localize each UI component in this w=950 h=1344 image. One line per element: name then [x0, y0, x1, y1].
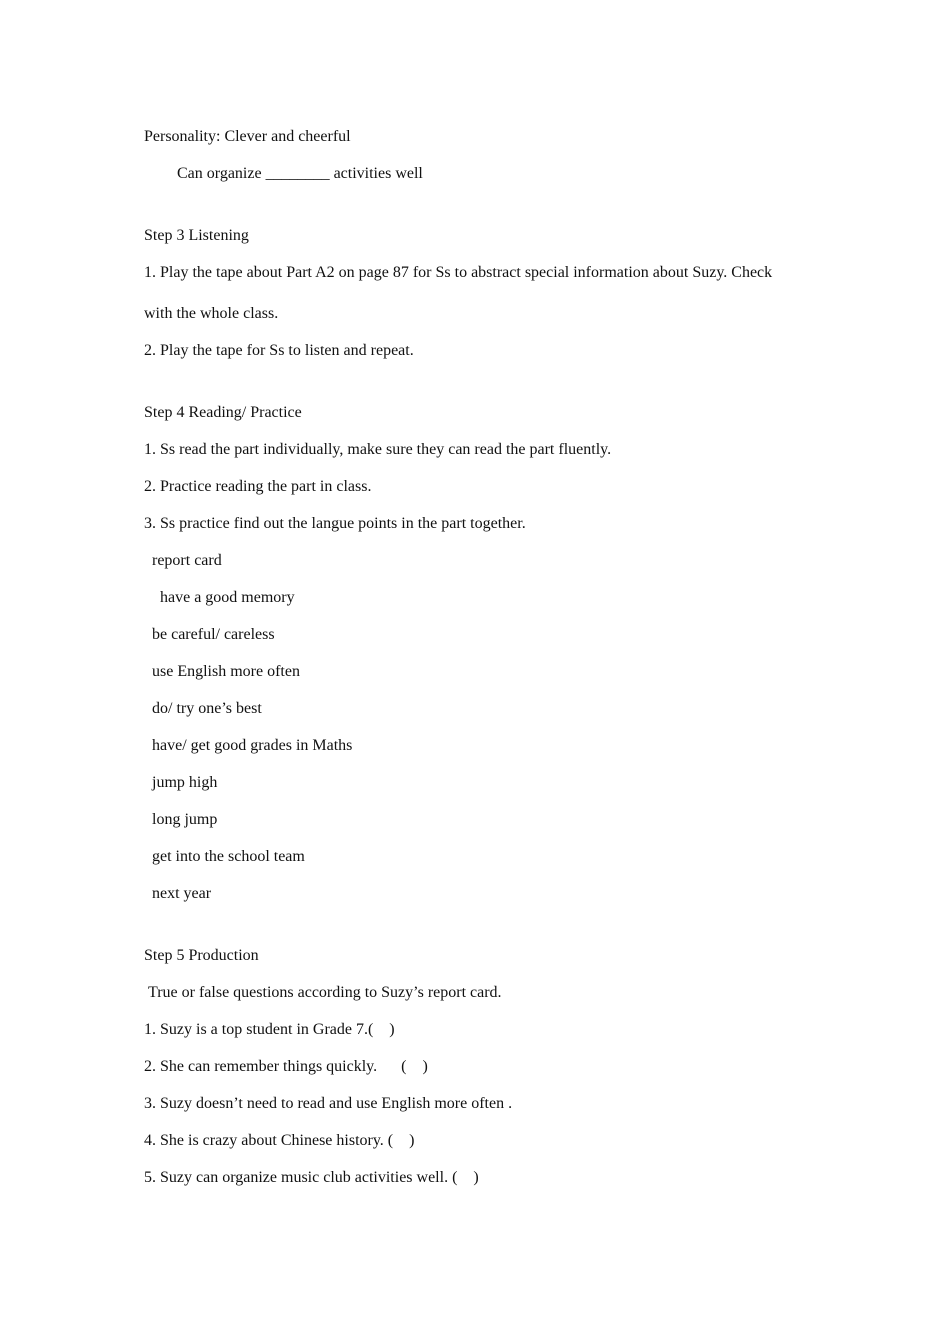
- question-4: 4. She is crazy about Chinese history. ( ): [144, 1132, 415, 1149]
- step3-item2: 2. Play the tape for Ss to listen and repeat.: [144, 342, 414, 359]
- phrase-use-english: use English more often: [152, 663, 300, 680]
- question-3: 3. Suzy doesn’t need to read and use English more often .: [144, 1095, 513, 1112]
- phrase-next-year: next year: [152, 885, 212, 902]
- phrase-long-jump: long jump: [152, 811, 218, 828]
- question-2: 2. She can remember things quickly. ( ): [144, 1058, 428, 1075]
- step4-item-1: 1. Ss read the part individually, make sure they can read the part fluently.: [144, 441, 612, 458]
- step4-item-3: 3. Ss practice find out the langue points in the part together.: [144, 515, 526, 532]
- phrase-good-memory: have a good memory: [160, 589, 295, 606]
- step4-item-2: 2. Practice reading the part in class.: [144, 478, 372, 495]
- personality-line: Personality: Clever and cheerful: [144, 128, 351, 145]
- step5-intro: True or false questions according to Suzy’s report card.: [148, 984, 502, 1001]
- step3-item1-line1: 1. Play the tape about Part A2 on page 87 for Ss to abstract special information about Suzy. Check: [144, 264, 773, 281]
- step5-heading: Step 5 Production: [144, 947, 259, 964]
- phrase-good-grades: have/ get good grades in Maths: [152, 737, 353, 754]
- phrase-careful: be careful/ careless: [152, 626, 275, 643]
- step3-item1-line2: with the whole class.: [144, 305, 279, 322]
- organize-line: Can organize ________ activities well: [177, 165, 423, 182]
- phrase-try-best: do/ try one’s best: [152, 700, 262, 717]
- question-5: 5. Suzy can organize music club activities well. ( ): [144, 1169, 479, 1186]
- step4-heading: Step 4 Reading/ Practice: [144, 404, 302, 421]
- phrase-jump-high: jump high: [152, 774, 218, 791]
- question-1: 1. Suzy is a top student in Grade 7.( ): [144, 1021, 395, 1038]
- step3-heading: Step 3 Listening: [144, 227, 249, 244]
- phrase-school-team: get into the school team: [152, 848, 305, 865]
- phrase-report-card: report card: [152, 552, 222, 569]
